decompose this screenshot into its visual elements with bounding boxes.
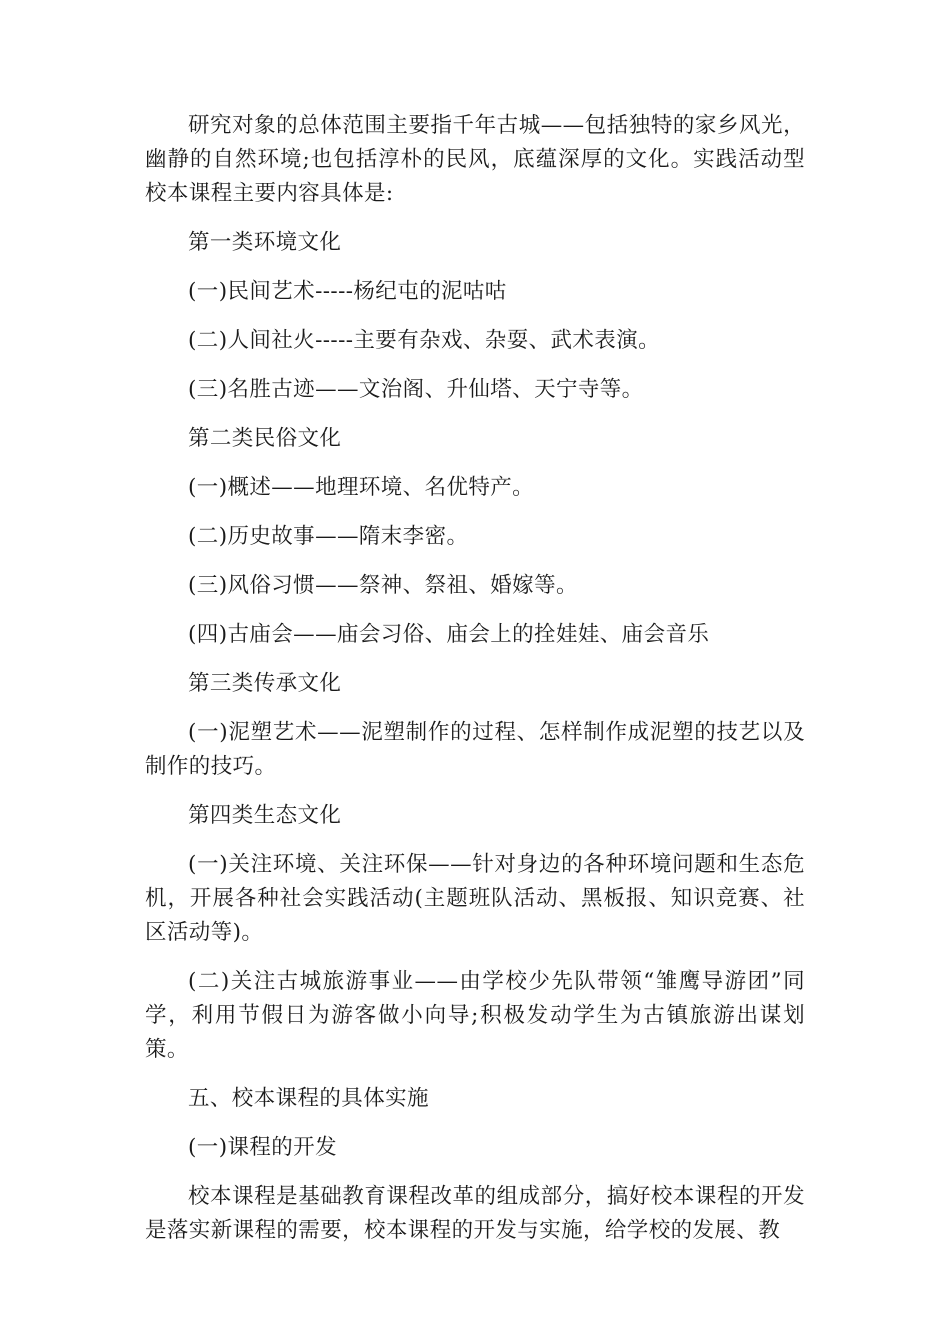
subsection-heading-development: (一)课程的开发 [188,1135,337,1160]
list-item: (三)名胜古迹——文治阁、升仙塔、天宁寺等。 [188,377,644,402]
list-item: (四)古庙会——庙会习俗、庙会上的拴娃娃、庙会音乐 [188,622,710,647]
document-body [145,109,805,1263]
list-item: (一)概述——地理环境、名优特产。 [188,475,535,500]
list-item: (二)关注古城旅游事业——由学校少先队带领“雏鹰导游团”同学，利用节假日为游客做小向导;积极发动学生为古镇旅游出谋划策。 [145,969,805,1062]
list-item: (二)人间社火-----主要有杂戏、杂耍、武术表演。 [188,328,661,353]
heading-category-3: 第三类传承文化 [188,671,342,696]
list-item: (一)关注环境、关注环保——针对身边的各种环境问题和生态危机，开展各种社会实践活动(主题班队活动、黑板报、知识竞赛、社区活动等)。 [145,852,805,945]
section-heading-implementation: 五、校本课程的具体实施 [188,1086,429,1111]
list-item: (一)民间艺术-----杨纪屯的泥咕咕 [188,279,507,304]
list-item: (二)历史故事——隋末李密。 [188,524,469,549]
list-item: (三)风俗习惯——祭神、祭祖、婚嫁等。 [188,573,578,598]
list-item: (一)泥塑艺术——泥塑制作的过程、怎样制作成泥塑的技艺以及制作的技巧。 [145,720,805,779]
heading-category-4: 第四类生态文化 [188,803,342,828]
heading-category-2: 第二类民俗文化 [188,426,342,451]
heading-category-1: 第一类环境文化 [188,230,342,255]
paragraph-curriculum-development: 校本课程是基础教育课程改革的组成部分，搞好校本课程的开发是落实新课程的需要，校本课程的开发与实施，给学校的发展、教 [145,1184,805,1243]
paragraph-research-scope: 研究对象的总体范围主要指千年古城——包括独特的家乡风光，幽静的自然环境;也包括淳朴的民风，底蕴深厚的文化。实践活动型校本课程主要内容具体是: [145,113,805,206]
